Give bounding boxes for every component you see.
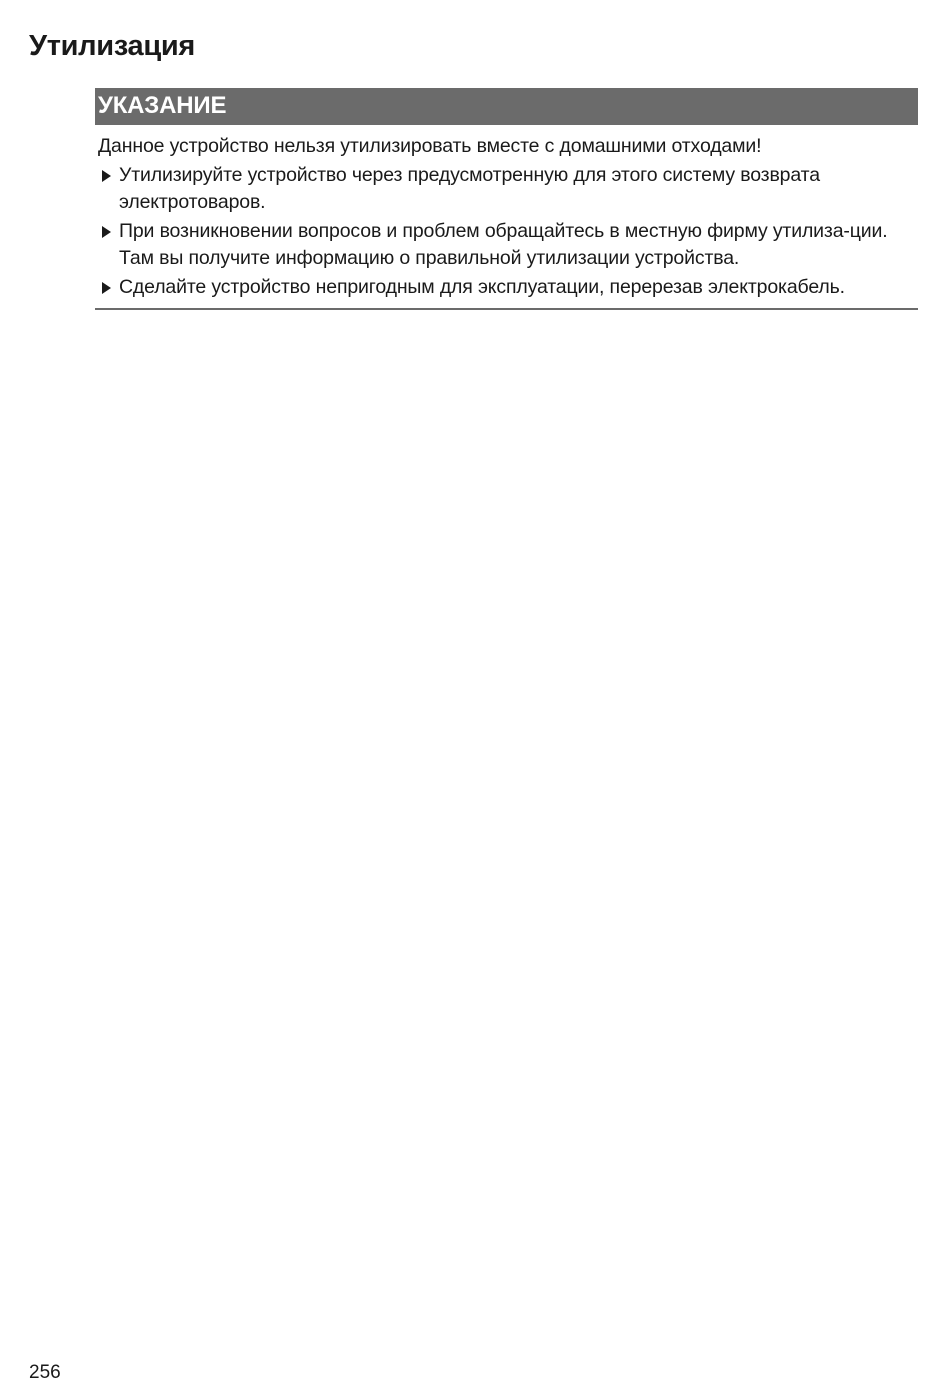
- notice-intro: Данное устройство нельзя утилизировать вместе с домашними отходами!: [98, 135, 762, 157]
- notice-box: [95, 88, 918, 310]
- page-number: 256: [29, 1362, 61, 1383]
- notice-body: [95, 125, 918, 310]
- page-title: Утилизация: [29, 30, 196, 62]
- right-triangle-bullet-icon: [102, 282, 111, 294]
- notice-list: [98, 162, 914, 302]
- list-item-text: Сделайте устройство непригодным для эксплуатации, перерезав электрокабель.: [119, 275, 845, 298]
- list-item: [98, 162, 914, 217]
- list-item-text: При возникновении вопросов и проблем обращайтесь в местную фирму утилиза-ции. Там вы получите информацию о правильной утилизации устройства.: [119, 219, 888, 269]
- list-item: [98, 274, 914, 302]
- right-triangle-bullet-icon: [102, 170, 111, 182]
- list-item: [98, 218, 914, 273]
- right-triangle-bullet-icon: [102, 226, 111, 238]
- list-item-text: Утилизируйте устройство через предусмотренную для этого систему возврата электротоваров.: [119, 163, 820, 213]
- notice-header: УКАЗАНИЕ: [95, 88, 918, 125]
